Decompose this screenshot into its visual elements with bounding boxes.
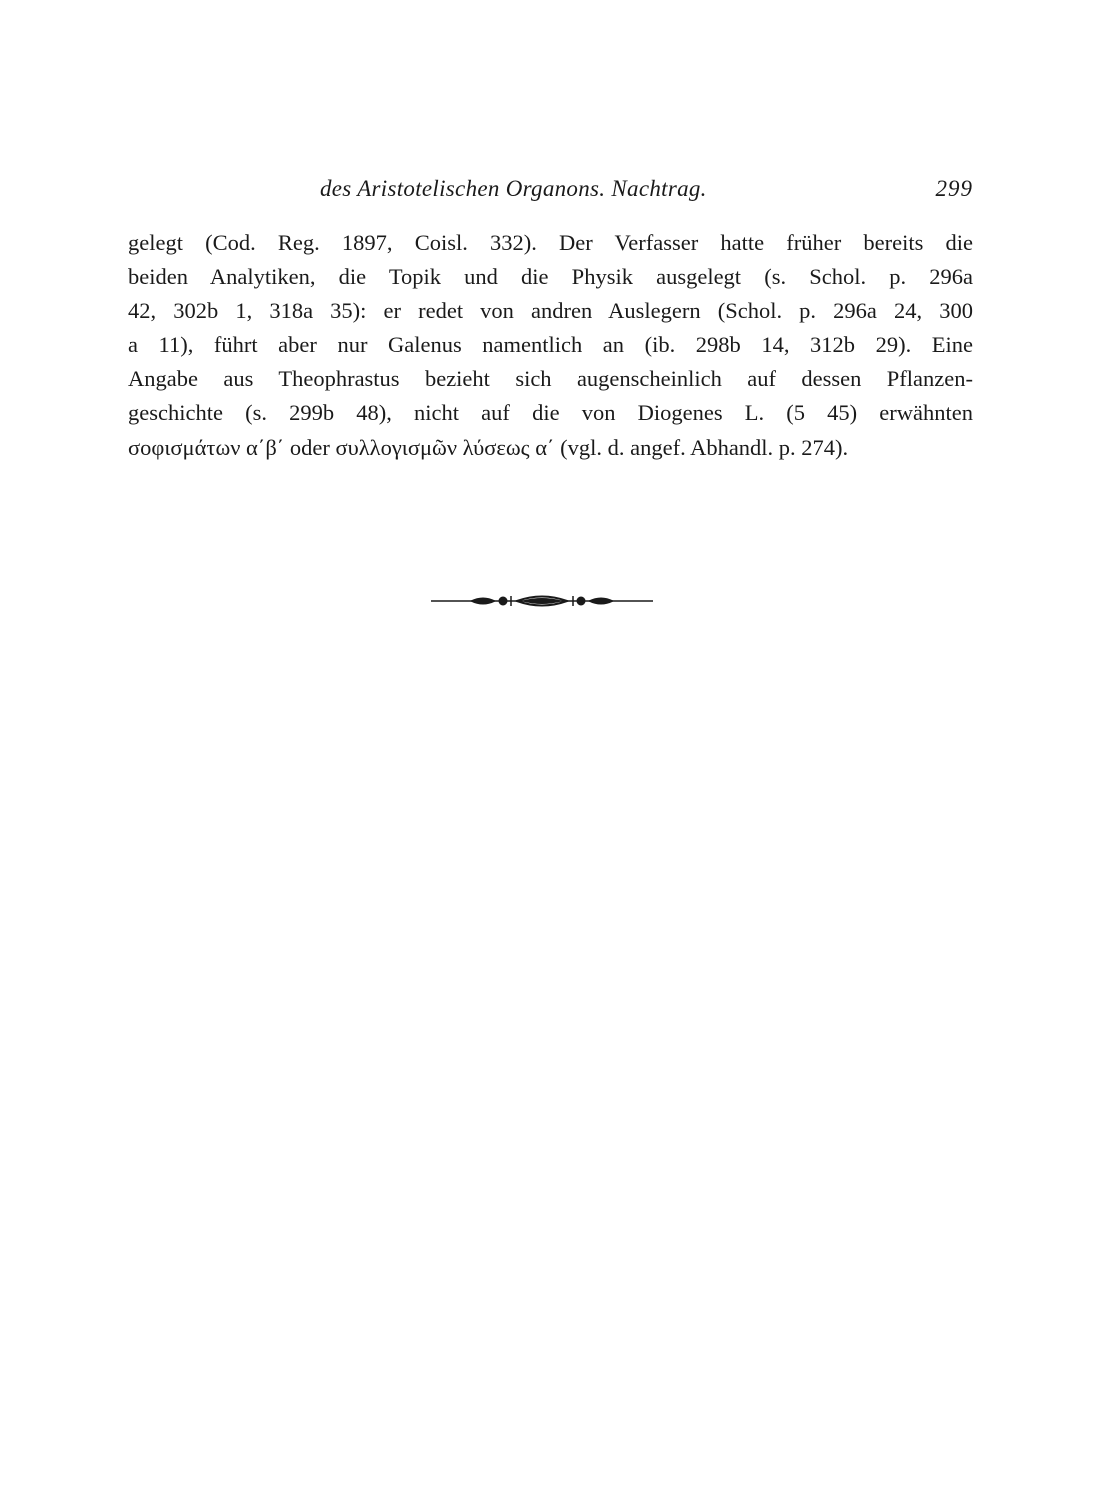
paragraph-line: gelegt (Cod. Reg. 1897, Coisl. 332). Der Verfasser hatte früher bereits die: [128, 230, 973, 255]
paragraph-line: beiden Analytiken, die Topik und die Physik ausgelegt (s. Schol. p. 296a: [128, 264, 973, 290]
running-head: [128, 172, 973, 206]
paragraph-line: geschichte (s. 299b 48), nicht auf die von Diogenes L. (5 45) erwähnten: [128, 400, 973, 426]
decorative-divider-icon: [431, 593, 653, 609]
body-paragraph: [128, 226, 973, 465]
paragraph-line: Angabe aus Theophrastus bezieht sich augenscheinlich auf dessen Pflanzen-: [128, 366, 973, 392]
paragraph-line: a 11), führt aber nur Galenus namentlich an (ib. 298b 14, 312b 29). Eine: [128, 332, 973, 358]
page-number: 299: [935, 176, 973, 201]
paragraph-line: 42, 302b 1, 318a 35): er redet von andren Auslegern (Schol. p. 296a 24, 300: [128, 298, 973, 324]
paragraph-line: σοφισμάτων α΄β΄ oder συλλογισμῶν λύσεως α΄ (vgl. d. angef. Abhandl. p. 274).: [128, 434, 849, 460]
running-head-title: des Aristotelischen Organons. Nachtrag.: [320, 176, 707, 201]
